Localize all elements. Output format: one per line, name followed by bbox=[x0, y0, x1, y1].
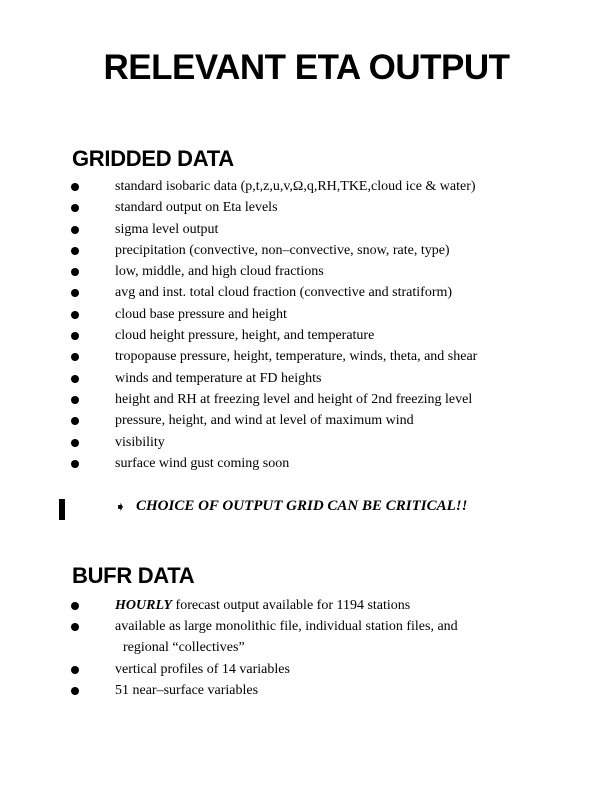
bullet-icon bbox=[71, 687, 79, 695]
page-title: RELEVANT ETA OUTPUT bbox=[103, 48, 510, 87]
list-item-text: winds and temperature at FD heights bbox=[115, 370, 322, 386]
output-grid-note: CHOICE OF OUTPUT GRID CAN BE CRITICAL!! bbox=[136, 498, 468, 514]
bullet-icon bbox=[71, 623, 79, 631]
gridded-data-heading: GRIDDED DATA bbox=[72, 146, 234, 171]
list-item-text: low, middle, and high cloud fractions bbox=[115, 264, 324, 280]
bullet-icon bbox=[71, 311, 79, 319]
bullet-icon bbox=[71, 204, 79, 212]
list-item-continuation: regional “collectives” bbox=[123, 640, 245, 656]
bullet-icon bbox=[71, 375, 79, 383]
bullet-icon bbox=[71, 417, 79, 425]
arrow-bullet-icon: ➧ bbox=[115, 500, 126, 515]
list-item-text: visibility bbox=[115, 434, 165, 450]
bullet-icon bbox=[71, 396, 79, 404]
list-item-text: standard isobaric data (p,t,z,u,v,Ω,q,RH,TKE,cloud ice & water) bbox=[115, 179, 476, 194]
bullet-icon bbox=[71, 353, 79, 361]
list-item-text: tropopause pressure, height, temperature, winds, theta, and shear bbox=[115, 349, 478, 365]
list-item-text: pressure, height, and wind at level of maximum wind bbox=[115, 413, 414, 429]
bullet-icon bbox=[71, 439, 79, 447]
list-item-text: vertical profiles of 14 variables bbox=[115, 661, 290, 677]
bullet-icon bbox=[71, 666, 79, 674]
bullet-icon bbox=[71, 247, 79, 255]
list-item-text: cloud height pressure, height, and temperature bbox=[115, 328, 375, 344]
hourly-emphasis: HOURLY bbox=[115, 598, 173, 613]
list-item-text: surface wind gust coming soon bbox=[115, 455, 290, 471]
list-item-text: avg and inst. total cloud fraction (convective and stratiform) bbox=[115, 285, 453, 301]
bullet-icon bbox=[71, 602, 79, 610]
bullet-icon bbox=[71, 289, 79, 297]
list-item-text: standard output on Eta levels bbox=[115, 200, 278, 216]
list-item-text: forecast output available for 1194 stations bbox=[172, 598, 411, 613]
list-item-text: precipitation (convective, non–convective, snow, rate, type) bbox=[115, 242, 450, 258]
list-item-text: sigma level output bbox=[115, 221, 219, 237]
slide-marker-bar bbox=[59, 499, 65, 520]
list-item-text: height and RH at freezing level and height of 2nd freezing level bbox=[115, 391, 473, 407]
list-item-text: cloud base pressure and height bbox=[115, 306, 287, 322]
bullet-icon bbox=[71, 460, 79, 468]
bullet-icon bbox=[71, 332, 79, 340]
list-item-text: 51 near–surface variables bbox=[115, 683, 259, 699]
bufr-data-heading: BUFR DATA bbox=[72, 563, 195, 588]
bullet-icon bbox=[71, 183, 79, 191]
bullet-icon bbox=[71, 268, 79, 276]
bullet-icon bbox=[71, 226, 79, 234]
list-item-text: available as large monolithic file, individual station files, and bbox=[115, 619, 458, 635]
